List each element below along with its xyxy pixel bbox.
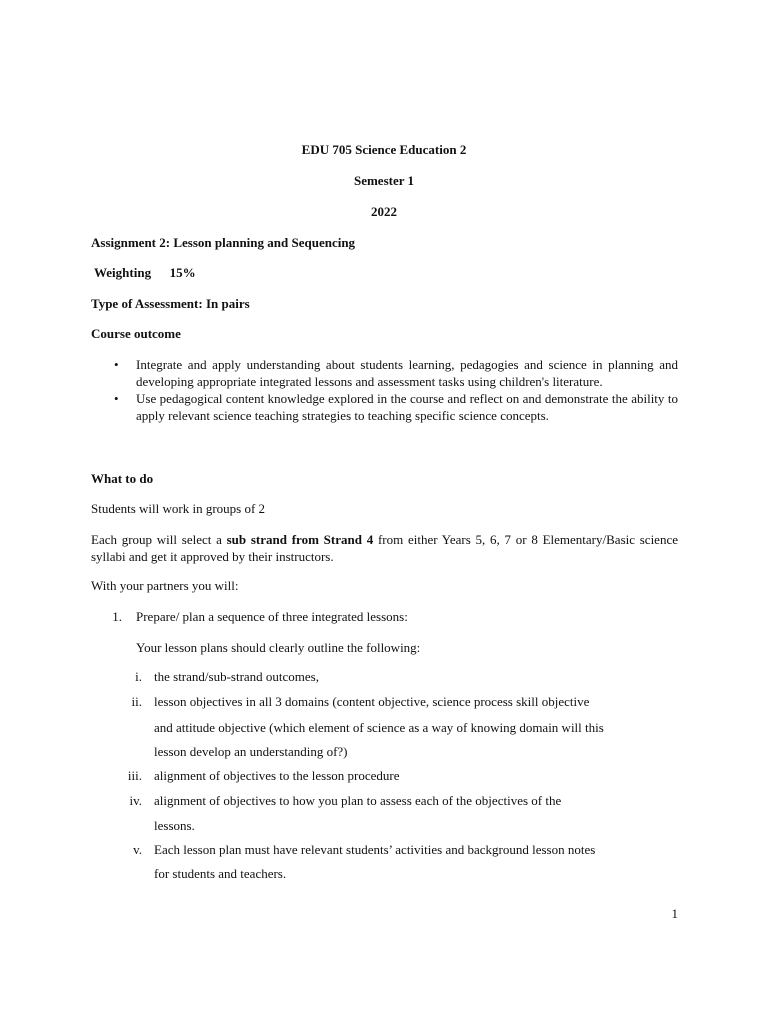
assignment-title: Assignment 2: Lesson planning and Sequencing xyxy=(91,235,356,250)
semester-heading: Semester 1 xyxy=(353,173,415,188)
subitem-label: iv. xyxy=(129,793,142,808)
subitem-label: v. xyxy=(133,842,142,857)
task-number: 1. xyxy=(112,609,122,624)
subitem-line: Each lesson plan must have relevant students’ activities and background lesson notes xyxy=(154,842,596,857)
subitem-line: lesson objectives in all 3 domains (content objective, science process skill objective xyxy=(154,694,590,709)
groups-text: Students will work in groups of 2 xyxy=(91,501,266,516)
select-text-after: from either Years 5, 6, 7 or 8 Elementary/Basic science syllabi and get it approved by their instructors. xyxy=(91,532,678,564)
course-outcome-item: • Use pedagogical content knowledge explored in the course and reflect on and demonstrate the ability to apply relevant science teaching strategies to teaching specific science concepts. xyxy=(114,391,678,424)
page-number: 1 xyxy=(671,906,678,921)
subitem-line: the strand/sub-strand outcomes, xyxy=(154,669,319,684)
weighting-line xyxy=(94,265,196,281)
subitem-line: for students and teachers. xyxy=(154,866,287,881)
weighting-value: 15% xyxy=(169,265,196,280)
subitem-label: iii. xyxy=(127,768,142,783)
task-text: Prepare/ plan a sequence of three integrated lessons: xyxy=(136,609,408,624)
select-text-bold: sub strand from Strand 4 xyxy=(226,532,374,547)
weighting-label: Weighting xyxy=(94,265,152,280)
course-outcome-item: • Integrate and apply understanding about students learning, pedagogies and science in planning and developing appropriate integrated lessons and assessment tasks using children's literature. xyxy=(114,357,678,390)
course-outcome-heading: Course outcome xyxy=(91,326,181,341)
select-strand-paragraph xyxy=(91,532,678,565)
task-intro: Your lesson plans should clearly outline the following: xyxy=(136,640,421,655)
subitem-line: alignment of objectives to the lesson procedure xyxy=(154,768,400,783)
partners-text: With your partners you will: xyxy=(91,578,239,593)
course-title: EDU 705 Science Education 2 xyxy=(301,142,467,157)
select-text-before: Each group will select a xyxy=(91,532,227,547)
subitem-label: ii. xyxy=(131,694,142,709)
subitem-line: lesson develop an understanding of?) xyxy=(154,744,348,759)
subitem-line: and attitude objective (which element of science as a way of knowing domain will this xyxy=(154,720,604,735)
what-to-do-heading: What to do xyxy=(91,471,154,486)
assessment-type: Type of Assessment: In pairs xyxy=(91,296,250,311)
course-outcome-list xyxy=(114,357,678,425)
year-heading: 2022 xyxy=(371,204,397,219)
subitem-label: i. xyxy=(135,669,142,684)
subitem-line: alignment of objectives to how you plan to assess each of the objectives of the xyxy=(154,793,562,808)
subitem-line: lessons. xyxy=(154,818,195,833)
